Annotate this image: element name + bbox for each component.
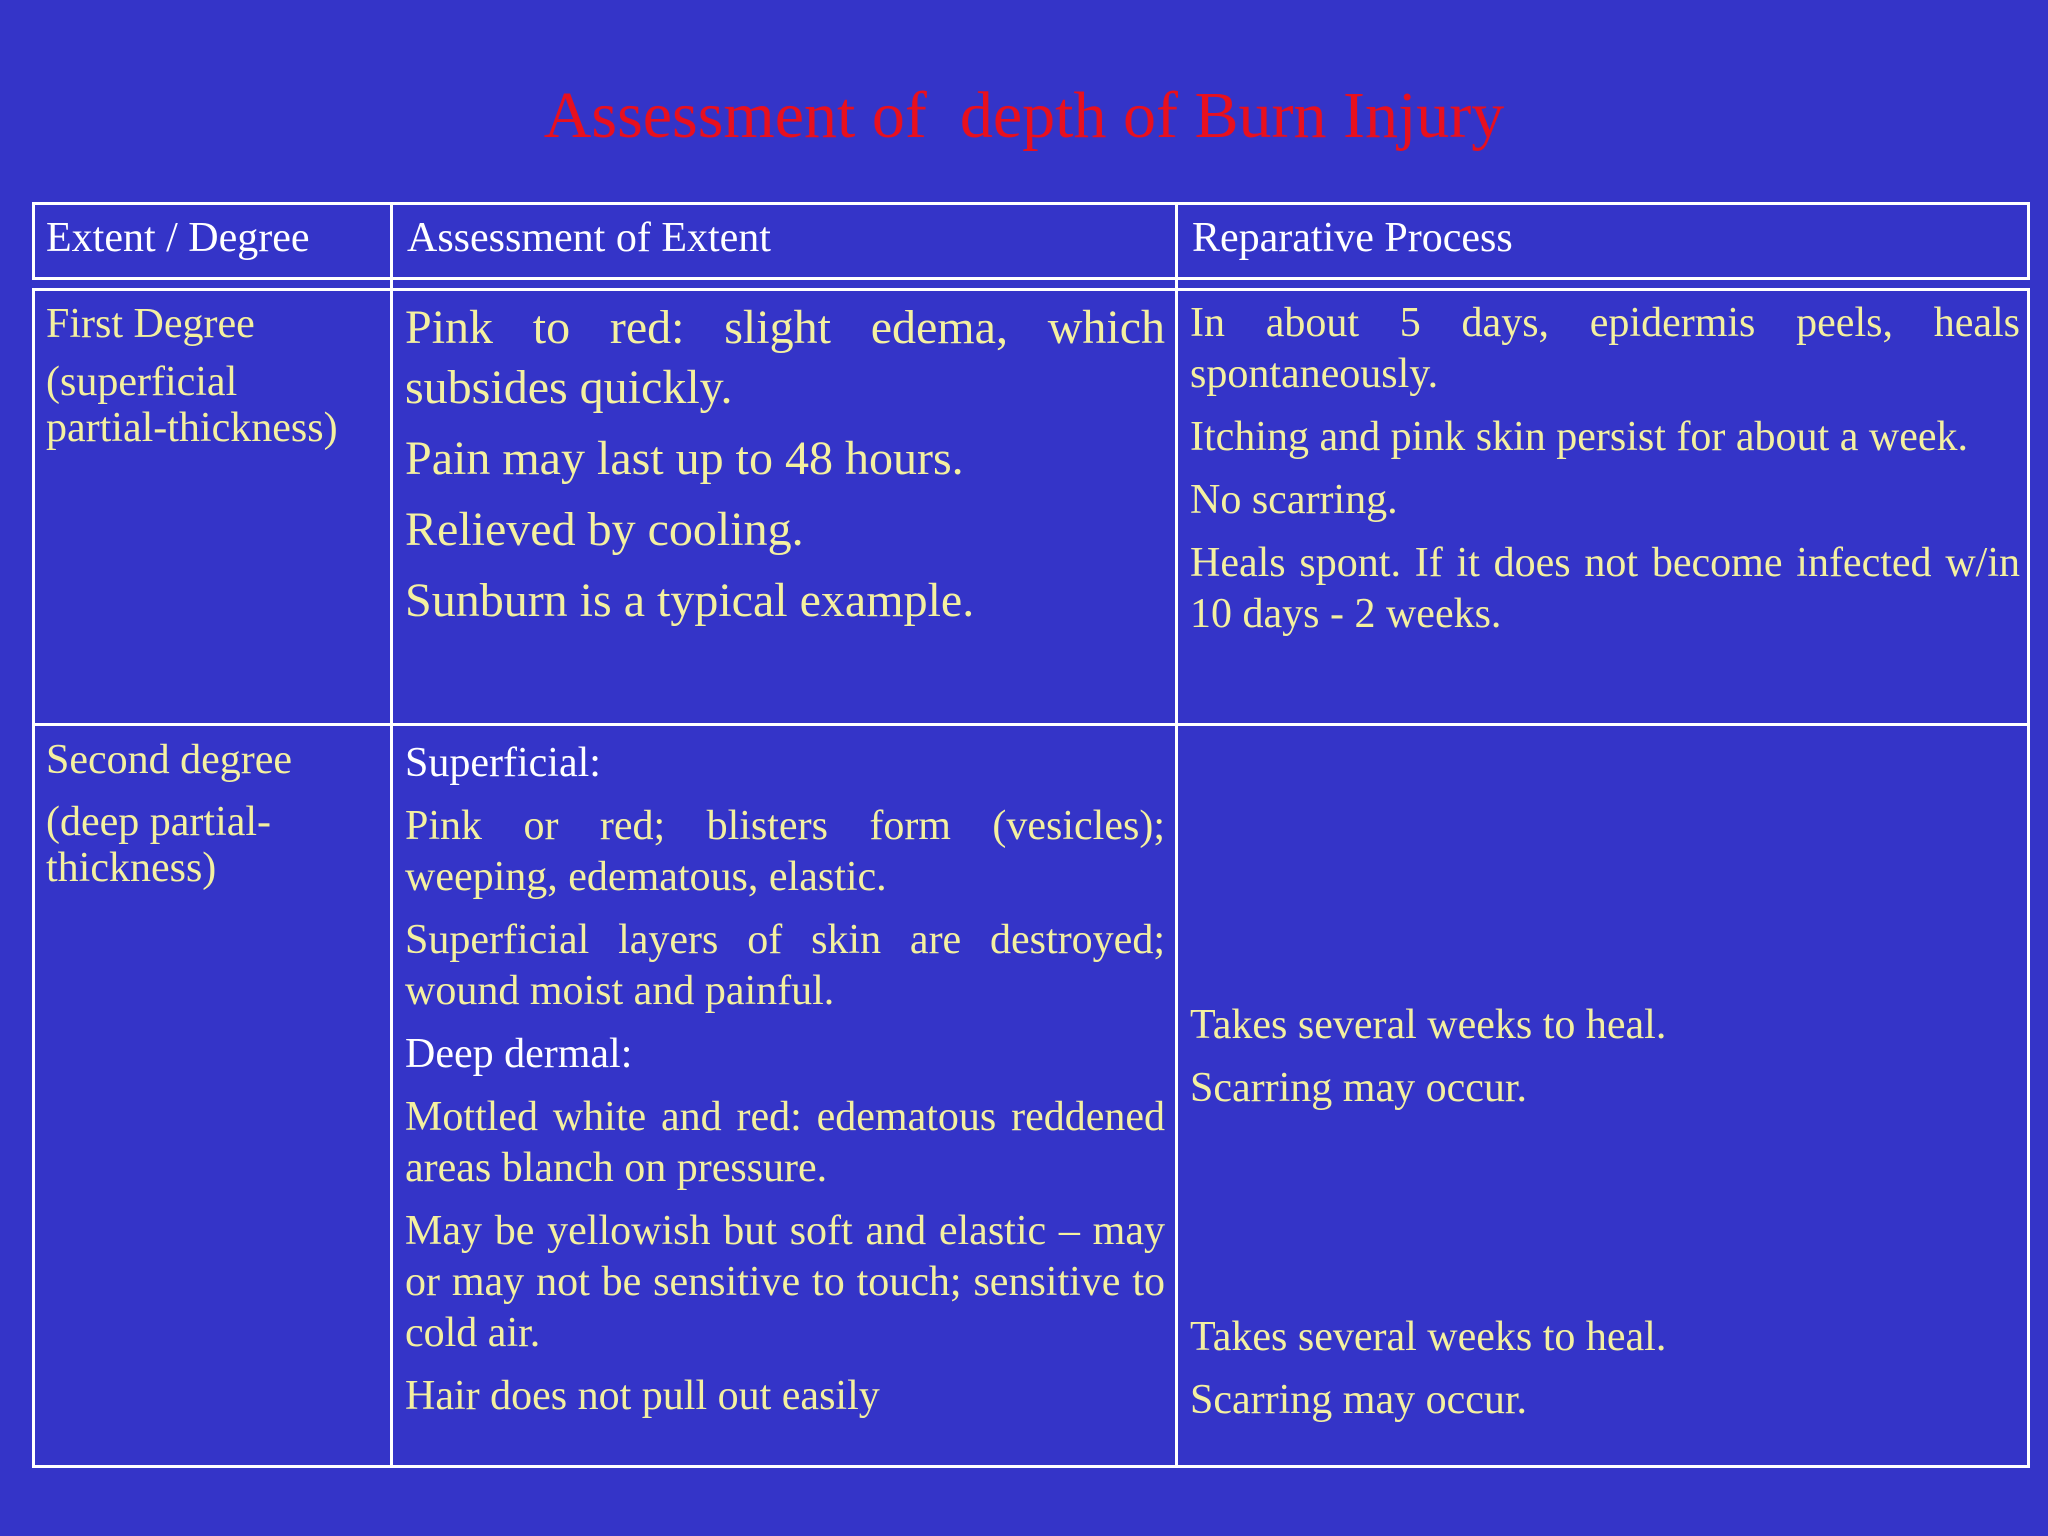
assessment-subheading: Deep dermal: [405, 1031, 633, 1077]
reparative-item: Takes several weeks to heal. [1190, 1002, 1667, 1048]
reparative-item: No scarring. [1190, 477, 1398, 523]
reparative-item: Scarring may occur. [1190, 1377, 1528, 1423]
first-degree-label [32, 296, 390, 716]
reparative-item: Scarring may occur. [1190, 1065, 1528, 1111]
header-assessment-of-extent [393, 202, 1175, 280]
first-degree-assessment [393, 298, 1175, 718]
degree-line: partial-thickness) [46, 405, 338, 451]
assessment-subheading: Superficial: [405, 740, 601, 786]
reparative-item: In about 5 days, epidermis peels, heals spontaneously. [1190, 300, 2020, 397]
reparative-item: Itching and pink skin persist for about a week. [1190, 414, 1968, 460]
second-degree-reparative-deep [1178, 1312, 2030, 1452]
degree-line: thickness) [46, 845, 217, 891]
degree-line: First Degree [46, 301, 255, 347]
second-degree-reparative-superficial [1178, 1000, 2030, 1140]
header-reparative-process [1178, 202, 2030, 280]
degree-line: (superficial [46, 359, 238, 405]
assessment-item: May be yellowish but soft and elastic – may or may not be sensitive to touch; sensitive to cold air. [405, 1208, 1165, 1356]
assessment-item: Mottled white and red: edematous reddened areas blanch on pressure. [405, 1094, 1165, 1191]
assessment-item: Sunburn is a typical example. [405, 574, 975, 627]
degree-line: Second degree [46, 737, 293, 783]
assessment-item: Pink to red: slight edema, which subsides quickly. [405, 301, 1165, 414]
header-label: Extent / Degree [46, 215, 310, 261]
assessment-item: Pain may last up to 48 hours. [405, 432, 964, 485]
assessment-item: Pink or red; blisters form (vesicles); weeping, edematous, elastic. [405, 803, 1165, 900]
burn-depth-table [32, 202, 2030, 1468]
first-degree-reparative [1178, 298, 2030, 718]
slide-title: Assessment of depth of Burn Injury [543, 79, 1505, 152]
assessment-item: Relieved by cooling. [405, 503, 804, 556]
degree-line: (deep partial- [46, 799, 272, 845]
reparative-item: Takes several weeks to heal. [1190, 1314, 1667, 1360]
header-label: Reparative Process [1192, 215, 1513, 261]
header-label: Assessment of Extent [407, 215, 771, 261]
assessment-item: Hair does not pull out easily [405, 1373, 880, 1419]
header-extent-degree [32, 202, 390, 280]
reparative-item: Heals spont. If it does not become infected w/in 10 days - 2 weeks. [1190, 540, 2020, 637]
row-divider [32, 723, 2030, 726]
second-degree-assessment [393, 738, 1175, 1458]
second-degree-label [32, 732, 390, 1032]
assessment-item: Superficial layers of skin are destroyed; wound moist and painful. [405, 917, 1165, 1014]
